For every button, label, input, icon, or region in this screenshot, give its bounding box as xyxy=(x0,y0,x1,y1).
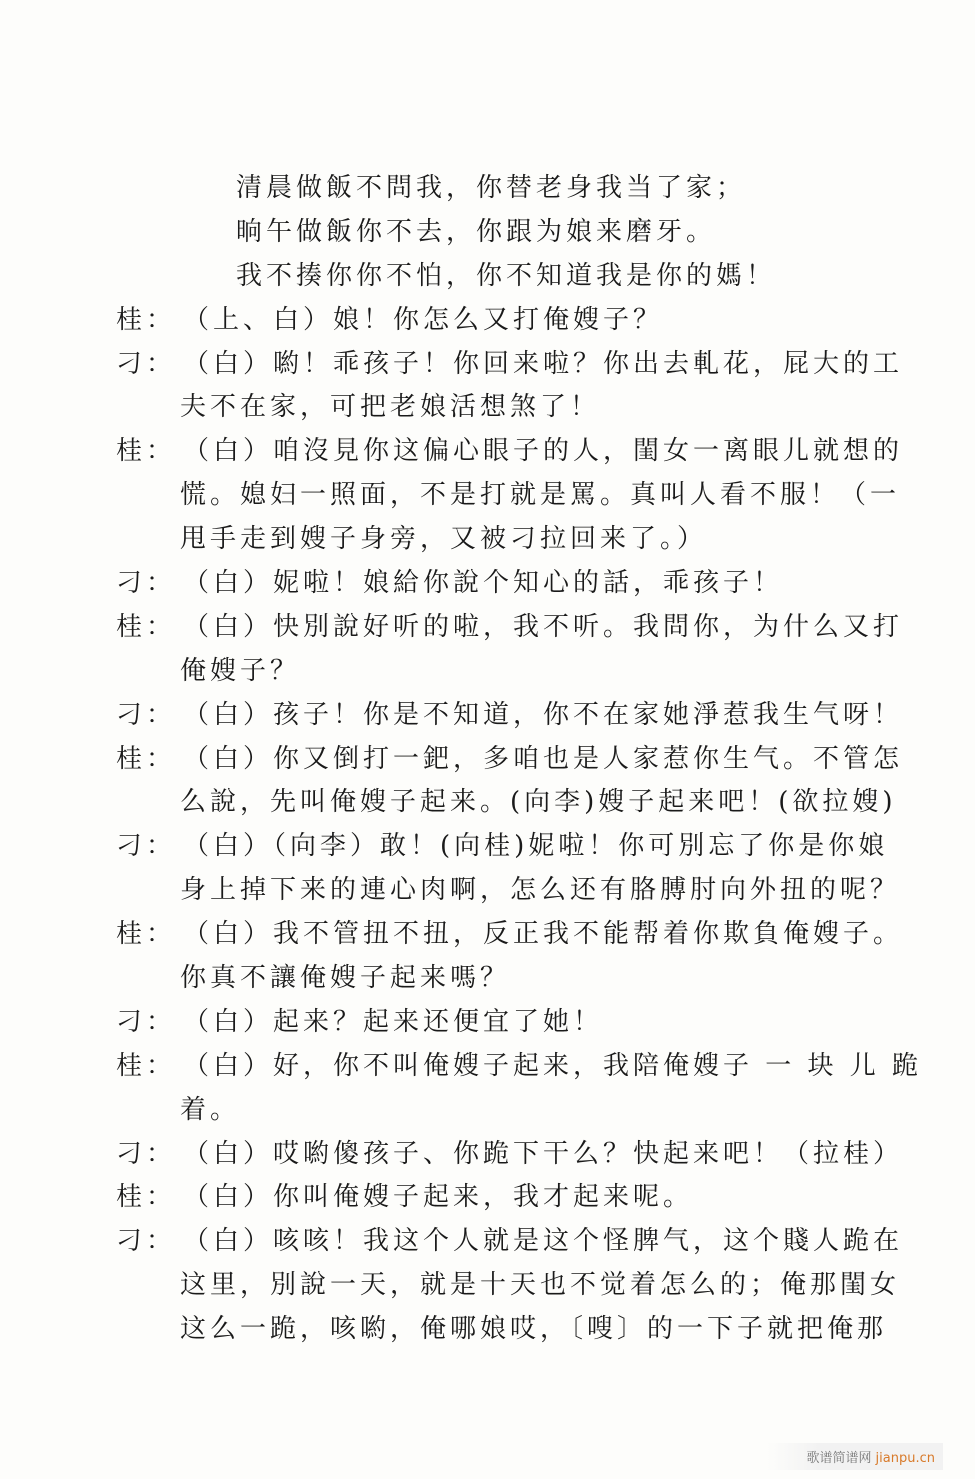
dialogue-continuation xyxy=(0,869,975,913)
line-text: 你真不讓俺嫂子起来嗎？ xyxy=(180,963,511,994)
watermark-en: jianpu.cn xyxy=(875,1451,935,1466)
line-text: （白）起来？起来还便宜了她！ xyxy=(183,1006,604,1037)
speaker-label: 桂： xyxy=(116,1182,177,1213)
line-text: （白）我不管扭不扭，反正我不能帮着你欺負俺嫂子。 xyxy=(183,919,904,950)
line-text: 这里，別說一天，就是十天也不觉着怎么的；俺那閨女 xyxy=(180,1270,901,1301)
line-text: （白）咳咳！我这个人就是这个怪脾气，这个賤人跪在 xyxy=(183,1226,904,1257)
dialogue-continuation xyxy=(0,1089,975,1133)
dialogue-continuation xyxy=(0,1308,975,1352)
speaker-label: 刁： xyxy=(116,831,177,862)
verse-line xyxy=(0,255,975,299)
dialogue-line xyxy=(0,913,975,957)
line-text: （白）你叫俺嫂子起来，我才起来呢。 xyxy=(183,1182,694,1213)
dialogue-continuation xyxy=(0,1264,975,1308)
dialogue-line xyxy=(0,562,975,606)
line-text: （白）孩子！你是不知道，你不在家她淨惹我生气呀！ xyxy=(183,699,904,730)
watermark-cn: 歌谱简谱网 xyxy=(806,1451,872,1466)
line-text: （白）喲！乖孩子！你回来啦？你出去軋花，屁大的工 xyxy=(183,348,904,379)
speaker-label: 刁： xyxy=(116,699,177,730)
dialogue-continuation xyxy=(0,650,975,694)
line-text: 身上掉下来的連心肉啊，怎么还有胳膊肘向外扭的呢？ xyxy=(180,875,901,906)
line-text: （白）好，你不叫俺嫂子起来，我陪俺嫂子 一 块 儿 跪 xyxy=(183,1050,923,1081)
speaker-label: 刁： xyxy=(116,1226,177,1257)
verse-line xyxy=(0,211,975,255)
line-text: 甩手走到嫂子身旁，又被刁拉回来了。） xyxy=(180,524,708,555)
dialogue-continuation xyxy=(0,518,975,562)
line-text: 夫不在家，可把老娘活想煞了！ xyxy=(180,392,601,423)
speaker-label: 桂： xyxy=(116,1050,177,1081)
line-text: 晌午做飯你不去，你跟为娘来磨牙。 xyxy=(236,216,717,247)
dialogue-line xyxy=(0,1220,975,1264)
speaker-label: 刁： xyxy=(116,1006,177,1037)
dialogue-line xyxy=(0,343,975,387)
script-page xyxy=(0,167,975,1352)
line-text: （白）快別說好听的啦，我不听。我問你，为什么又打 xyxy=(183,611,904,642)
line-text: （白）妮啦！娘給你說个知心的話，乖孩子！ xyxy=(183,568,784,599)
dialogue-line xyxy=(0,606,975,650)
speaker-label: 桂： xyxy=(116,611,177,642)
dialogue-continuation xyxy=(0,474,975,518)
speaker-label: 刁： xyxy=(116,348,177,379)
speaker-label: 桂： xyxy=(116,304,177,335)
dialogue-line xyxy=(0,1176,975,1220)
line-text: （白）（向李）敢！(向桂)妮啦！你可別忘了你是你娘 xyxy=(183,831,889,862)
line-text: 慌。媳妇一照面，不是打就是罵。真叫人看不服！（一 xyxy=(180,480,901,511)
line-text: 俺嫂子？ xyxy=(180,655,301,686)
line-text: 我不揍你你不怕，你不知道我是你的媽！ xyxy=(236,260,777,291)
line-text: 么說，先叫俺嫂子起来。(向李)嫂子起来吧！(欲拉嫂) xyxy=(180,787,897,818)
dialogue-continuation xyxy=(0,781,975,825)
line-text: 这么一跪，咳喲，俺哪娘哎，〔嗖〕的一下子就把俺那 xyxy=(180,1314,888,1345)
dialogue-line xyxy=(0,430,975,474)
line-text: （白）你又倒打一鈀，多咱也是人家惹你生气。不管怎 xyxy=(183,743,904,774)
dialogue-continuation xyxy=(0,957,975,1001)
speaker-label: 桂： xyxy=(116,436,177,467)
speaker-label: 桂： xyxy=(116,743,177,774)
dialogue-line xyxy=(0,299,975,343)
dialogue-line xyxy=(0,1001,975,1045)
line-text: 着。 xyxy=(180,1094,241,1125)
dialogue-line xyxy=(0,825,975,869)
dialogue-line xyxy=(0,1133,975,1177)
line-text: （白）咱沒見你这偏心眼子的人，閨女一离眼儿就想的 xyxy=(183,436,904,467)
dialogue-line xyxy=(0,738,975,782)
line-text: （白）哎喲傻孩子、你跪下干么？快起来吧！（拉桂） xyxy=(183,1138,904,1169)
dialogue-line xyxy=(0,1045,975,1089)
line-text: （上、白）娘！你怎么又打俺嫂子？ xyxy=(183,304,664,335)
speaker-label: 桂： xyxy=(116,919,177,950)
speaker-label: 刁： xyxy=(116,1138,177,1169)
line-text: 清晨做飯不問我，你替老身我当了家； xyxy=(236,173,747,203)
verse-line xyxy=(0,167,975,211)
dialogue-line xyxy=(0,694,975,738)
speaker-label: 刁： xyxy=(116,568,177,599)
dialogue-continuation xyxy=(0,386,975,430)
watermark xyxy=(767,1443,943,1470)
